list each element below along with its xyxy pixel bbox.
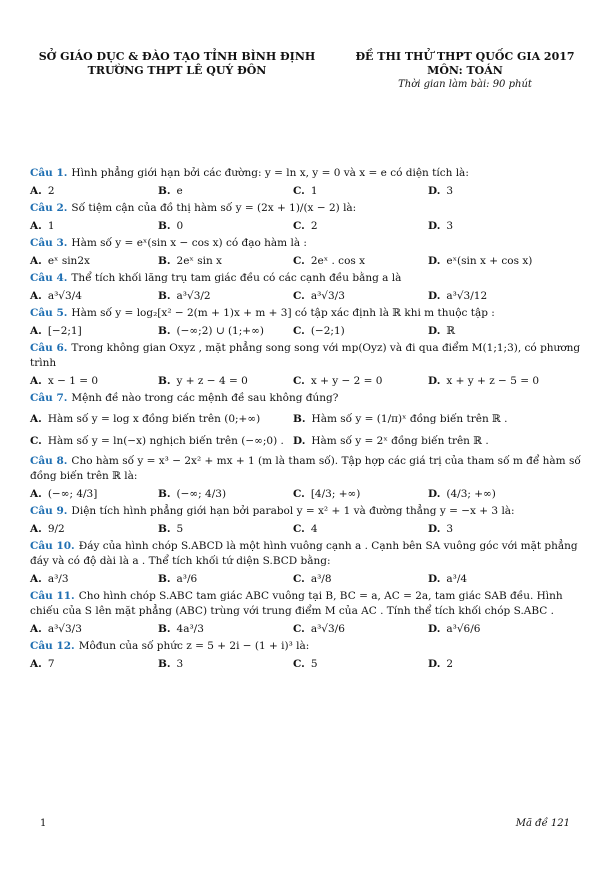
answer-option[interactable]	[158, 219, 293, 233]
answer-option[interactable]	[30, 487, 158, 501]
answer-text: 2eˣ . cos x	[310, 255, 366, 267]
answer-option[interactable]	[30, 522, 158, 536]
answer-option[interactable]	[428, 522, 578, 536]
answer-text: Hàm số y = log x đồng biến trên (0;+∞)	[47, 413, 261, 425]
answer-text: Hàm số y = (1/π)ˣ đồng biến trên ℝ .	[311, 413, 508, 425]
answer-text: a³/3	[47, 573, 69, 585]
answer-option[interactable]	[293, 184, 428, 198]
question-4	[30, 271, 588, 286]
answer-letter: B.	[158, 375, 171, 387]
answer-text: (−∞;2) ∪ (1;+∞)	[176, 325, 264, 337]
answer-letter: A.	[30, 573, 42, 585]
header-left	[22, 50, 332, 78]
answer-text: 3	[446, 523, 454, 535]
answer-option[interactable]	[428, 289, 578, 303]
answer-letter: B.	[158, 290, 171, 302]
answer-option[interactable]	[158, 374, 293, 388]
answer-option[interactable]	[158, 622, 293, 636]
answer-letter: A.	[30, 523, 42, 535]
answer-text: 7	[47, 658, 55, 670]
answer-letter: D.	[428, 375, 441, 387]
answer-text: 2	[47, 185, 55, 197]
answer-text: a³√3/4	[47, 290, 82, 302]
answer-text: a³√3/3	[47, 623, 82, 635]
answer-letter: C.	[293, 488, 305, 500]
answer-letter: D.	[428, 255, 441, 267]
exam-title: ĐỀ THI THỬ THPT QUỐC GIA 2017	[355, 50, 575, 63]
answer-letter: B.	[158, 185, 171, 197]
answer-text: 4	[310, 523, 318, 535]
answer-letter: D.	[428, 220, 441, 232]
answer-option[interactable]	[428, 219, 578, 233]
answer-letter: A.	[30, 623, 42, 635]
answer-option[interactable]	[293, 432, 583, 450]
answer-option[interactable]	[158, 657, 293, 671]
answer-text: a³/6	[176, 573, 198, 585]
answer-option[interactable]	[158, 254, 293, 268]
answer-text: a³√3/2	[176, 290, 211, 302]
question-number: Câu 10.	[30, 540, 75, 552]
answer-text: 3	[176, 658, 184, 670]
answer-option[interactable]	[293, 410, 583, 428]
answer-text: a³/8	[310, 573, 332, 585]
answer-letter: B.	[158, 658, 171, 670]
answer-letter: B.	[293, 413, 306, 425]
answer-text: y + z − 4 = 0	[176, 375, 248, 387]
answer-option[interactable]	[158, 289, 293, 303]
answer-text: 5	[176, 523, 184, 535]
answer-letter: C.	[293, 185, 305, 197]
answer-option[interactable]	[428, 324, 578, 338]
answer-option[interactable]	[30, 657, 158, 671]
answer-letter: D.	[428, 325, 441, 337]
question-number: Câu 3.	[30, 237, 68, 249]
answer-row	[30, 324, 588, 338]
question-7	[30, 391, 588, 406]
answer-letter: B.	[158, 255, 171, 267]
answer-text: 1	[310, 185, 318, 197]
question-number: Câu 6.	[30, 342, 68, 354]
question-number: Câu 1.	[30, 167, 68, 179]
exam-code: Mã đề 121	[515, 818, 570, 829]
answer-letter: B.	[158, 325, 171, 337]
answer-letter: C.	[293, 325, 305, 337]
answer-text: 0	[176, 220, 184, 232]
answer-row	[30, 432, 588, 450]
question-text: Số tiệm cận của đồ thị hàm số y = (2x + 1)/(x − 2) là:	[71, 202, 357, 214]
answer-letter: A.	[30, 255, 42, 267]
time-limit: Thời gian làm bài: 90 phút	[398, 79, 532, 90]
question-number: Câu 9.	[30, 505, 68, 517]
answer-text: Hàm số y = 2ˣ đồng biến trên ℝ .	[311, 435, 489, 447]
answer-letter: D.	[293, 435, 306, 447]
answer-text: a³√6/6	[446, 623, 481, 635]
question-text: Hàm số y = log₂[x² − 2(m + 1)x + m + 3] có tập xác định là ℝ khi m thuộc tập :	[71, 307, 495, 319]
answer-text: x − 1 = 0	[47, 375, 99, 387]
answer-option[interactable]	[30, 572, 158, 586]
answer-text: x + y + z − 5 = 0	[446, 375, 540, 387]
question-text: Mệnh đề nào trong các mệnh đề sau không đúng?	[71, 392, 339, 404]
question-text: Cho hàm số y = x³ − 2x² + mx + 1 (m là tham số). Tập hợp các giá trị của tham số m để hàm số đồng biến trên ℝ là:	[30, 455, 581, 482]
question-text: Đáy của hình chóp S.ABCD là một hình vuông cạnh a . Cạnh bên SA vuông góc với mặt phẳng đáy và có độ dài là a . Thể tích khối tứ diện S.BCD bằng:	[30, 540, 578, 567]
question-2	[30, 201, 588, 216]
answer-letter: D.	[428, 573, 441, 585]
answer-letter: C.	[293, 290, 305, 302]
question-list	[30, 166, 588, 674]
answer-row	[30, 572, 588, 586]
answer-letter: A.	[30, 220, 42, 232]
answer-letter: A.	[30, 325, 42, 337]
answer-letter: C.	[293, 220, 305, 232]
question-11	[30, 589, 588, 619]
question-3	[30, 236, 588, 251]
answer-letter: B.	[158, 220, 171, 232]
answer-letter: B.	[158, 523, 171, 535]
answer-option[interactable]	[293, 522, 428, 536]
answer-row	[30, 622, 588, 636]
answer-text: a³/4	[446, 573, 468, 585]
answer-option[interactable]	[158, 324, 293, 338]
answer-letter: C.	[30, 435, 42, 447]
answer-option[interactable]	[293, 374, 428, 388]
answer-row	[30, 374, 588, 388]
answer-option[interactable]	[428, 254, 578, 268]
question-5	[30, 306, 588, 321]
answer-letter: A.	[30, 488, 42, 500]
answer-option[interactable]	[293, 572, 428, 586]
subject: MÔN: TOÁN	[427, 64, 503, 77]
answer-letter: B.	[158, 623, 171, 635]
answer-text: 1	[47, 220, 55, 232]
answer-text: 2	[446, 658, 454, 670]
answer-option[interactable]	[293, 219, 428, 233]
answer-text: Hàm số y = ln(−x) nghịch biến trên (−∞;0) .	[47, 435, 284, 447]
answer-letter: C.	[293, 658, 305, 670]
question-9	[30, 504, 588, 519]
answer-letter: D.	[428, 658, 441, 670]
answer-option[interactable]	[30, 622, 158, 636]
answer-letter: A.	[30, 658, 42, 670]
answer-option[interactable]	[30, 184, 158, 198]
answer-letter: C.	[293, 623, 305, 635]
answer-option[interactable]	[428, 374, 578, 388]
answer-option[interactable]	[428, 622, 578, 636]
answer-text: [−2;1]	[47, 325, 82, 337]
answer-text: a³√3/3	[310, 290, 345, 302]
answer-letter: A.	[30, 375, 42, 387]
answer-option[interactable]	[158, 522, 293, 536]
answer-letter: D.	[428, 623, 441, 635]
answer-text: 5	[310, 658, 318, 670]
answer-option[interactable]	[428, 487, 578, 501]
answer-letter: D.	[428, 488, 441, 500]
answer-letter: B.	[158, 573, 171, 585]
question-text: Cho hình chóp S.ABC tam giác ABC vuông tại B, BC = a, AC = 2a, tam giác SAB đều. Hình chiếu của S lên mặt phẳng (ABC) trùng với trung điểm M của AC . Tính thể tích khối chóp S.ABC .	[30, 590, 563, 617]
answer-option[interactable]	[428, 657, 578, 671]
answer-letter: C.	[293, 523, 305, 535]
question-10	[30, 539, 588, 569]
question-text: Thể tích khối lăng trụ tam giác đều có các cạnh đều bằng a là	[71, 272, 402, 284]
answer-letter: C.	[293, 375, 305, 387]
answer-text: a³√3/12	[446, 290, 488, 302]
answer-option[interactable]	[30, 374, 158, 388]
answer-letter: D.	[428, 290, 441, 302]
answer-text: e	[176, 185, 183, 197]
answer-option[interactable]	[293, 622, 428, 636]
answer-row	[30, 522, 588, 536]
answer-option[interactable]	[30, 289, 158, 303]
answer-letter: D.	[428, 523, 441, 535]
answer-row	[30, 487, 588, 501]
answer-text: a³√3/6	[310, 623, 345, 635]
question-8	[30, 454, 588, 484]
answer-row	[30, 184, 588, 198]
answer-text: 2eˣ sin x	[176, 255, 222, 267]
answer-text: eˣ sin2x	[47, 255, 90, 267]
header-right	[340, 50, 590, 92]
answer-text: 4a³/3	[176, 623, 204, 635]
answer-text: (−∞; 4/3]	[47, 488, 98, 500]
question-number: Câu 12.	[30, 640, 75, 652]
answer-row	[30, 289, 588, 303]
answer-option[interactable]	[30, 219, 158, 233]
answer-row	[30, 410, 588, 428]
answer-option[interactable]	[158, 487, 293, 501]
question-text: Môđun của số phức z = 5 + 2i − (1 + i)³ là:	[78, 640, 310, 652]
answer-letter: C.	[293, 573, 305, 585]
answer-letter: A.	[30, 185, 42, 197]
answer-text: 2	[310, 220, 318, 232]
question-12	[30, 639, 588, 654]
question-number: Câu 7.	[30, 392, 68, 404]
answer-text: ℝ	[446, 325, 456, 337]
answer-option[interactable]	[158, 572, 293, 586]
answer-text: [4/3; +∞)	[310, 488, 361, 500]
dept-name: SỞ GIÁO DỤC & ĐÀO TẠO TỈNH BÌNH ĐỊNH	[38, 50, 316, 63]
answer-option[interactable]	[428, 184, 578, 198]
answer-letter: C.	[293, 255, 305, 267]
answer-row	[30, 657, 588, 671]
answer-letter: A.	[30, 413, 42, 425]
question-number: Câu 2.	[30, 202, 68, 214]
answer-row	[30, 254, 588, 268]
answer-text: (−2;1)	[310, 325, 345, 337]
answer-option[interactable]	[293, 657, 428, 671]
answer-text: (−∞; 4/3)	[176, 488, 227, 500]
question-number: Câu 5.	[30, 307, 68, 319]
answer-option[interactable]	[30, 254, 158, 268]
answer-option[interactable]	[30, 324, 158, 338]
answer-option[interactable]	[158, 184, 293, 198]
question-6	[30, 341, 588, 371]
answer-text: 9/2	[47, 523, 65, 535]
question-number: Câu 4.	[30, 272, 68, 284]
answer-option[interactable]	[30, 410, 293, 428]
page-number: 1	[40, 818, 47, 829]
answer-letter: D.	[428, 185, 441, 197]
answer-option[interactable]	[428, 572, 578, 586]
answer-text: (4/3; +∞)	[446, 488, 496, 500]
question-number: Câu 8.	[30, 455, 68, 467]
answer-letter: A.	[30, 290, 42, 302]
answer-text: 3	[446, 220, 454, 232]
question-number: Câu 11.	[30, 590, 75, 602]
question-text: Trong không gian Oxyz , mặt phẳng song song với mp(Oyz) và đi qua điểm M(1;1;3), có phương trình	[30, 342, 581, 369]
question-text: Hàm số y = eˣ(sin x − cos x) có đạo hàm là :	[71, 237, 307, 249]
answer-option[interactable]	[293, 254, 428, 268]
answer-option[interactable]	[293, 324, 428, 338]
answer-letter: B.	[158, 488, 171, 500]
answer-option[interactable]	[293, 289, 428, 303]
question-text: Hình phẳng giới hạn bởi các đường: y = ln x, y = 0 và x = e có diện tích là:	[71, 167, 469, 179]
answer-row	[30, 219, 588, 233]
answer-option[interactable]	[30, 432, 293, 450]
answer-option[interactable]	[293, 487, 428, 501]
question-1	[30, 166, 588, 181]
answer-text: eˣ(sin x + cos x)	[446, 255, 533, 267]
question-text: Diện tích hình phẳng giới hạn bởi parabol y = x² + 1 và đường thẳng y = −x + 3 là:	[71, 505, 515, 517]
answer-text: x + y − 2 = 0	[310, 375, 383, 387]
answer-text: 3	[446, 185, 454, 197]
school-name: TRƯỜNG THPT LÊ QUÝ ĐÔN	[87, 64, 267, 77]
